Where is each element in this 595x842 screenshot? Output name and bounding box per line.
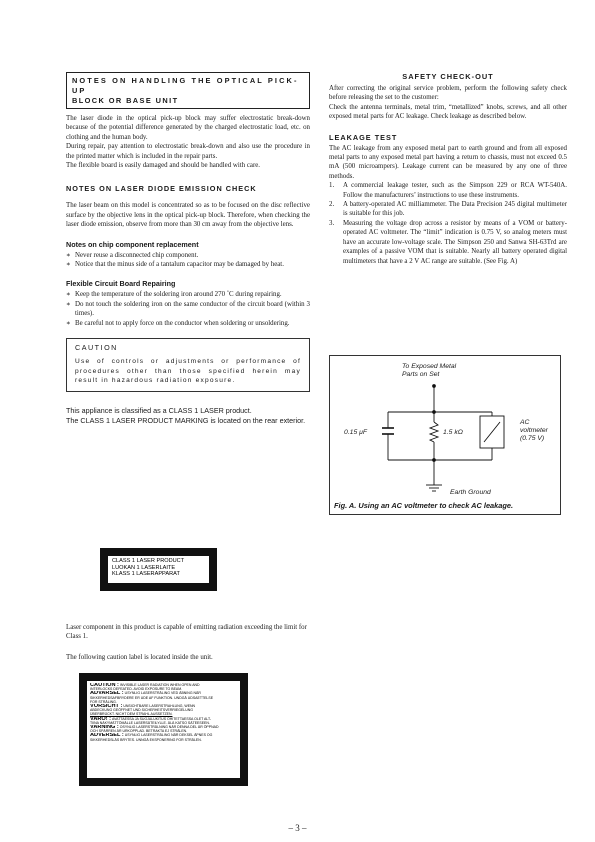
optical-heading-line-1: NOTES ON HANDLING THE OPTICAL PICK-UP [72, 76, 299, 95]
chip-bullet [66, 251, 310, 260]
warning-label-text-span: ABDECKUNG GEÖFFNET UND SICHERHEITSVERRIEGELUNG [90, 708, 194, 713]
safety-paragraph-2: Check the antenna terminals, metal trim, “metallized” knobs, screws, and all other exposed metal parts for AC leakage. Check leakage as described below. [329, 103, 567, 121]
bullet-text: Never reuse a disconnected chip component. [75, 251, 199, 259]
resistor-zigzag [430, 422, 438, 442]
warning-label-text-span: UNSICHTBARE LASERSTRAHLUNG, WENN [123, 704, 196, 709]
voltmeter-needle [484, 422, 500, 442]
warning-label-text-span: FOR STRÅLING. [90, 699, 117, 704]
warning-label-text-span: INVISIBLE LASER RADIATION WHEN OPEN AND [119, 683, 200, 687]
warning-label-text-span: USYNLIG LASERSTRÅLING NÅR DEKSEL ÅPNES OG [124, 733, 213, 738]
item-number: 1. [329, 182, 335, 190]
warning-label-text-span: INTERLOCKS DEFEATED. AVOID EXPOSURE TO BEAM. [90, 687, 183, 692]
item-text: A commercial leakage tester, such as the Simpson 229 or RCA WT-540A. Follow the manufacturers’ instructions to use these instruments. [343, 182, 567, 199]
capacitor-label: 0.15 μF [344, 429, 367, 436]
optical-paragraph-1: The laser diode in the optical pick-up block may suffer electrostatic break-down because of the potential difference generated by the charged electrostatic load, etc. on clothing and the human body. [66, 115, 310, 141]
item-text: Measuring the voltage drop across a resistor by means of a VOM or battery-operated AC voltmeter. The “limit” indication is 0.75 V, so analog meters must have an accurate low-voltage scale. The Simpson 250 and Sanwa SH-63Trd are examples of a passive VOM that is suitable. Nearly all battery operated digital multimeters that have a 2 V AC range are suitable. (See Fig. A) [343, 219, 567, 265]
right-column [329, 72, 567, 266]
resistor-label: 1.5 kΩ [443, 429, 463, 436]
voltmeter-label-line: AC [520, 419, 530, 426]
figure-a-leakage-diagram [329, 355, 561, 515]
figure-caption: Fig. A. Using an AC voltmeter to check AC leakage. [334, 501, 514, 510]
warning-label-head: VARNING : [90, 725, 119, 730]
label-line: LUOKAN 1 LASERLAITE [112, 564, 176, 571]
chip-replacement-heading: Notes on chip component replacement [66, 239, 199, 249]
bullet-text: Be careful not to apply force on the conductor when soldering or unsoldering. [75, 319, 290, 327]
warning-label-text-span: SIKKERHEDSAFBRYDERE ER UDE AF FUNKTION. UNDGÅ UDSAETTELSE [90, 695, 214, 700]
leakage-method-item [329, 181, 567, 200]
caution-label-paragraph: The following caution label is located inside the unit. [66, 654, 213, 661]
warning-label-head: ADVERSEL : [90, 733, 124, 738]
emit-paragraph: Laser component in this product is capable of emitting radiation exceeding the limit for Class 1. [66, 624, 307, 641]
warning-label-line [90, 738, 237, 742]
warning-label-head: CAUTION : [90, 683, 119, 688]
class1-paragraph-1: This appliance is classified as a CLASS 1 LASER product. [66, 406, 252, 416]
caution-body: Use of controls or adjustments or performance of procedures other than those specified herein may result in hazardous radiation exposure. [75, 358, 301, 384]
page-number: – 3 – [288, 823, 307, 833]
item-number: 2. [329, 201, 335, 209]
voltmeter-label-line: (0.75 V) [520, 435, 545, 442]
item-number: 3. [329, 219, 335, 227]
leakage-paragraph: The AC leakage from any exposed metal part to earth ground and from all exposed metal parts to any exposed metal part having a return to chassis, must not exceed 0.5 mA (500 microampers). Leakage current can be measured by any one of three methods. [329, 144, 567, 180]
warning-label-text [87, 681, 240, 778]
caution-warning-label [79, 673, 248, 786]
laser-emission-paragraph: The laser beam on this model is concentrated so as to be focused on the disc reflective surface by the objective lens in the optical pick-up block. Therefore, when checking the laser diode emission, observe from more than 30 cm away from the objective lens. [66, 202, 310, 229]
chip-bullet [66, 260, 310, 269]
bullet-mark: ∗ [66, 300, 71, 308]
class1-laser-label [100, 548, 217, 591]
laser-emission-heading: NOTES ON LASER DIODE EMISSION CHECK [66, 184, 257, 194]
bullet-text: Notice that the minus side of a tantalum capacitor may be damaged by heat. [75, 261, 284, 269]
warning-label-text-span: OCH SPÄRREN ÄR URKOPPLAD. BETRAKTA EJ STRÅLEN. [90, 729, 188, 734]
flex-bullet [66, 300, 310, 319]
warning-label-text-span: USYNLIG LASERSTRÅLING VED ÅBNING NÅR [124, 691, 201, 696]
earth-ground-label: Earth Ground [450, 489, 491, 496]
voltmeter-label-line: voltmeter [520, 427, 548, 434]
top-label [402, 363, 456, 379]
label-line: KLASS 1 LASERAPPARAT [112, 571, 180, 578]
bullet-text: Do not touch the soldering iron on the same conductor of the circuit board (within 3 times). [75, 300, 310, 318]
caution-box [66, 338, 310, 392]
flex-bullet [66, 319, 310, 328]
left-column [66, 72, 310, 425]
warning-label-head: VORSICHT : [90, 704, 123, 709]
bullet-mark: ∗ [66, 319, 71, 327]
optical-paragraph-2: During repair, pay attention to electrostatic break-down and also use the procedure in the printed matter which is included in the repair parts. [66, 143, 310, 160]
warning-label-text-span: AVATTAESSA JA SUOJALUKITUS OHITETTAESSA OLET ALT- [112, 716, 212, 721]
bullet-mark: ∗ [66, 251, 71, 259]
optical-paragraph-3: The flexible board is easily damaged and should be handled with care. [66, 162, 261, 170]
label-line: CLASS 1 LASER PRODUCT [112, 558, 185, 564]
leakage-test-heading: LEAKAGE TEST [329, 132, 398, 142]
leakage-method-item [329, 200, 567, 219]
warning-label-text-span: SIKKERHEDSLÅS BRYTES. UNNGÅ EKSPONERING FOR STRÅLEN. [90, 737, 202, 742]
warning-label-head: ADVARSEL : [90, 691, 124, 696]
warning-label-text-span: OSYNLIG LASERSTRÅLNING NÄR DENNA DEL ÄR ÖPPNAD [119, 725, 219, 730]
top-label-line: To Exposed Metal [402, 363, 457, 370]
item-text: A battery-operated AC milliammeter. The Data Precision 245 digital multimeter is suitable for this job. [343, 201, 567, 218]
safety-checkout-heading: SAFETY CHECK-OUT [402, 72, 494, 81]
flex-board-heading: Flexible Circuit Board Repairing [66, 279, 176, 289]
voltmeter-label [520, 419, 548, 443]
bullet-mark: ∗ [66, 261, 71, 269]
top-label-line: Parts on Set [402, 371, 440, 378]
top-node [433, 385, 436, 388]
warning-label-text-span: ÜBERBRÜCKT. NICHT DEM STRAHL AUSSETZEN. [90, 712, 173, 717]
bullet-text: Keep the temperature of the soldering iron around 270 ˚C during repairing. [75, 291, 282, 299]
caution-title: CAUTION [75, 343, 118, 353]
bullet-mark: ∗ [66, 291, 71, 299]
warning-label-text-span: TIINA NÄKYMÄTTÖMÄLLE LASERSÄTEILYLLE. ÄLÄ KATSO SÄTEESEEN. [90, 720, 210, 725]
flex-bullet [66, 290, 310, 299]
optical-pickup-heading [66, 72, 310, 109]
class1-paragraph-2: The CLASS 1 LASER PRODUCT MARKING is located on the rear exterior. [66, 415, 306, 425]
leakage-method-item [329, 219, 567, 266]
safety-paragraph-1: After correcting the original service problem, perform the following safety check before releasing the set to the customer: [329, 85, 567, 102]
optical-heading-line-2: BLOCK OR BASE UNIT [72, 96, 179, 105]
warning-label-head: VARO! : [90, 716, 112, 721]
